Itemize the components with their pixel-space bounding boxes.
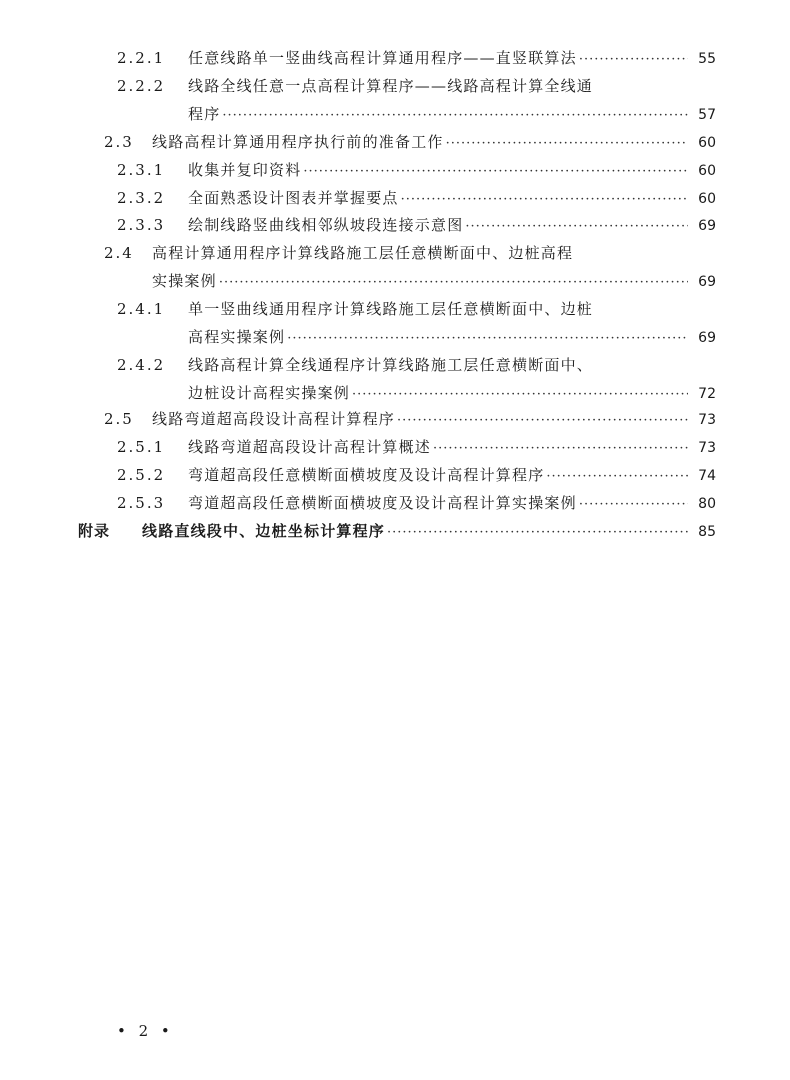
toc-number: 2.3.2 [117, 189, 166, 207]
toc-page-number: 73 [698, 412, 716, 428]
toc-number: 2.4.2 [117, 356, 166, 374]
toc-number: 2.5.1 [117, 438, 166, 456]
toc-page-number: 60 [698, 163, 716, 179]
dot-leader [222, 105, 688, 127]
toc-page-number: 55 [698, 51, 716, 67]
toc-page-number: 57 [698, 107, 716, 123]
toc-page-number: 74 [698, 468, 716, 484]
toc-number: 2.3.1 [117, 161, 166, 179]
toc-page-number: 73 [698, 440, 716, 456]
toc-number: 2.3 [104, 133, 134, 151]
toc-title: 弯道超高段任意横断面横坡度及设计高程计算实操案例 [188, 494, 577, 512]
dot-leader [465, 216, 688, 238]
toc-page-number: 85 [698, 524, 716, 540]
toc-number: 2.5.3 [117, 494, 166, 512]
toc-number: 2.2.1 [117, 49, 166, 67]
dot-leader [352, 384, 688, 406]
toc-title-continued: 高程实操案例 [188, 328, 286, 346]
toc-page-number: 69 [698, 218, 716, 234]
toc-title: 单一竖曲线通用程序计算线路施工层任意横断面中、边桩 [188, 300, 594, 318]
toc-title: 全面熟悉设计图表并掌握要点 [188, 189, 399, 207]
toc-title: 任意线路单一竖曲线高程计算通用程序——直竖联算法 [188, 49, 577, 67]
toc-title: 线路弯道超高段设计高程计算概述 [188, 438, 432, 456]
toc-title: 线路弯道超高段设计高程计算程序 [152, 410, 396, 428]
toc-title: 线路全线任意一点高程计算程序——线路高程计算全线通 [188, 77, 594, 95]
toc-number: 2.5.2 [117, 466, 166, 484]
toc-title: 高程计算通用程序计算线路施工层任意横断面中、边桩高程 [152, 244, 574, 262]
toc-number: 2.3.3 [117, 216, 166, 234]
toc-title-continued: 边桩设计高程实操案例 [188, 384, 351, 402]
toc-title: 线路高程计算全线通程序计算线路施工层任意横断面中、 [188, 356, 594, 374]
toc-page-number: 80 [698, 496, 716, 512]
dot-leader [397, 410, 688, 432]
toc-page-number: 69 [698, 274, 716, 290]
toc-number: 2.5 [104, 410, 134, 428]
dot-leader [287, 328, 688, 350]
dot-leader [401, 189, 688, 211]
toc-title: 收集并复印资料 [188, 161, 302, 179]
dot-leader [303, 161, 688, 183]
dot-leader [219, 272, 688, 294]
toc-title: 弯道超高段任意横断面横坡度及设计高程计算程序 [188, 466, 545, 484]
toc-number: 2.2.2 [117, 77, 166, 95]
toc-page-number: 69 [698, 330, 716, 346]
toc-page-number: 60 [698, 135, 716, 151]
page-number-footer: • 2 • [117, 1022, 174, 1040]
dot-leader [433, 438, 688, 460]
dot-leader [446, 133, 688, 155]
toc-title-continued: 实操案例 [152, 272, 217, 290]
toc-number: 2.4 [104, 244, 134, 262]
toc-number: 2.4.1 [117, 300, 166, 318]
dot-leader [546, 466, 688, 488]
toc-page-number: 72 [698, 386, 716, 402]
dot-leader [387, 522, 688, 544]
toc-title: 线路高程计算通用程序执行前的准备工作 [152, 133, 444, 151]
dot-leader [579, 494, 688, 516]
toc-title: 线路直线段中、边桩坐标计算程序 [142, 522, 386, 540]
toc-title-continued: 程序 [188, 105, 221, 123]
toc-appendix-label: 附录 [78, 522, 111, 540]
toc-title: 绘制线路竖曲线相邻纵坡段连接示意图 [188, 216, 464, 234]
toc-page-number: 60 [698, 191, 716, 207]
dot-leader [579, 49, 688, 71]
